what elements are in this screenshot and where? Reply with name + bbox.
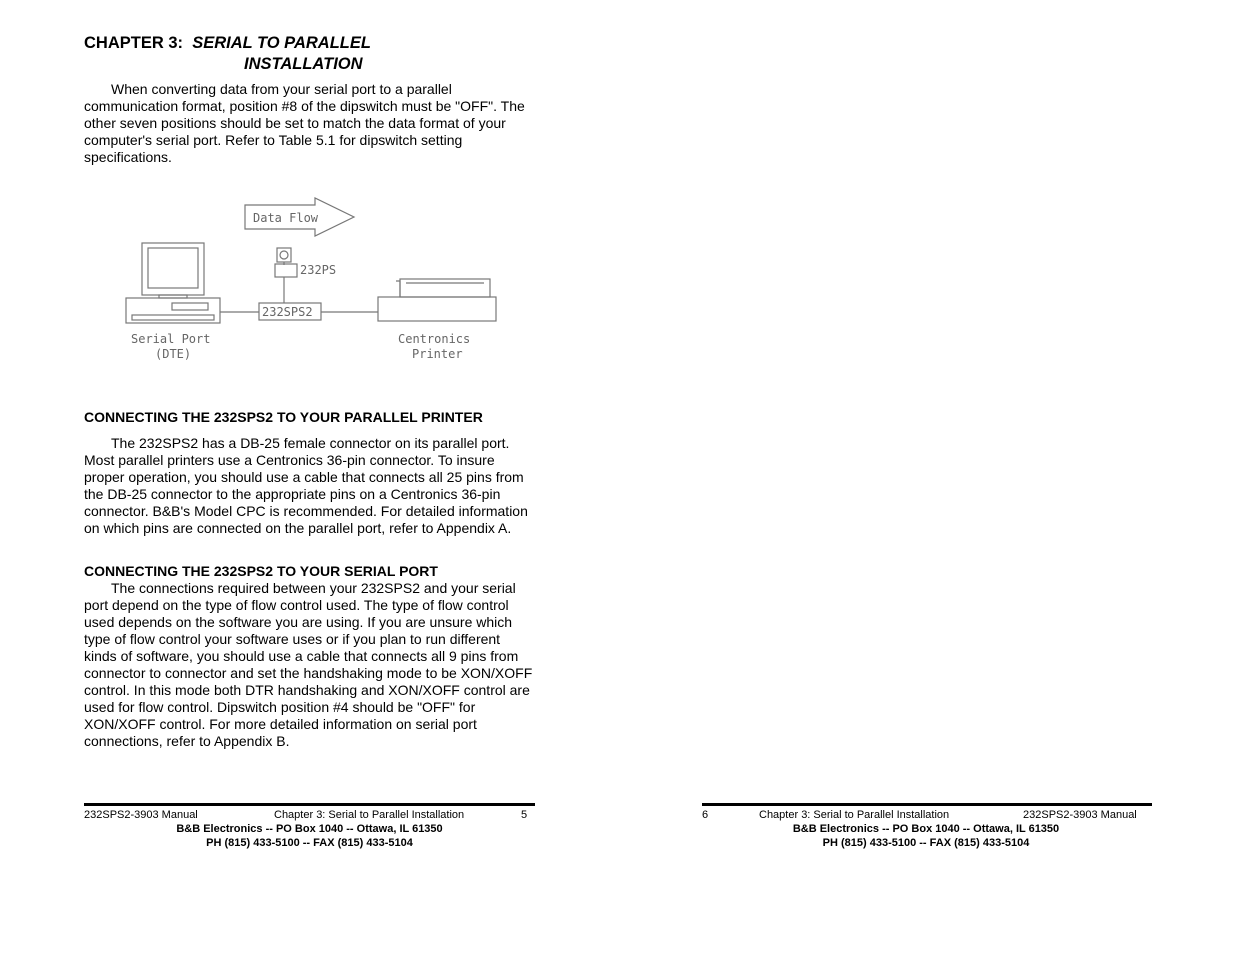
- footer-right-chapter: Chapter 3: Serial to Parallel Installation: [759, 809, 950, 821]
- computer-label-line2: (DTE): [155, 347, 192, 361]
- computer-icon: [126, 243, 220, 323]
- footer-left-company: B&B Electronics -- PO Box 1040 -- Ottawa, IL 61350: [176, 823, 443, 835]
- chapter-title-line1: SERIAL TO PARALLEL: [192, 34, 371, 52]
- section1-paragraph: [84, 435, 536, 537]
- printer-label-line1: Centronics: [398, 332, 471, 346]
- intro-paragraph: [84, 81, 536, 166]
- printer-label-line2: Printer: [412, 347, 463, 361]
- footer-right-phone: PH (815) 433-5100 -- FAX (815) 433-5104: [822, 837, 1030, 849]
- computer-label-line1: Serial Port: [131, 332, 211, 346]
- footer-left-phone: PH (815) 433-5100 -- FAX (815) 433-5104: [206, 837, 413, 849]
- chapter-heading: [84, 33, 371, 54]
- section1-heading: CONNECTING THE 232SPS2 TO YOUR PARALLEL PRINTER: [84, 409, 483, 425]
- footer-rule-right: [702, 803, 1152, 806]
- footer-right-manual: 232SPS2-3903 Manual: [1023, 809, 1137, 821]
- power-supply-icon: [275, 248, 297, 303]
- footer-left-page-number: 5: [521, 809, 528, 821]
- footer-right-company: B&B Electronics -- PO Box 1040 -- Ottawa, IL 61350: [792, 823, 1060, 835]
- section2-paragraph-text: The connections required between your 232SPS2 and your serial port depend on the type of flow control used. The type of flow control used depends on the software you are using. If you are unsure which type of flow control your software uses or if you plan to run different kinds of software, you should use a cable that connects all 9 pins from connector to connector and set the handshaking mode to be XON/XOFF control. In this mode both DTR handshaking and XON/XOFF control are used for flow control. Dipswitch position #4 should be "OFF" for XON/XOFF control. For more detailed information on serial port connections, refer to Appendix B.: [84, 580, 533, 749]
- chapter-title-line2: INSTALLATION: [244, 55, 363, 73]
- section2-heading: CONNECTING THE 232SPS2 TO YOUR SERIAL PORT: [84, 563, 438, 579]
- converter-label: 232SPS2: [262, 305, 313, 319]
- footer-right-page-number: 6: [702, 809, 709, 821]
- section1-paragraph-text: The 232SPS2 has a DB-25 female connector on its parallel port. Most parallel printers use a Centronics 36-pin connector. To insure proper operation, you should use a cable that connects all 25 pins from the DB-25 connector to the appropriate pins on a Centronics 36-pin connector. B&B's Model CPC is recommended. For detailed information on which pins are connected on the parallel port, refer to Appendix A.: [84, 435, 528, 536]
- printer-icon: [378, 279, 496, 321]
- connection-diagram: [120, 193, 510, 368]
- section2-paragraph: [84, 580, 536, 750]
- footer-left-manual: 232SPS2-3903 Manual: [84, 809, 198, 821]
- data-flow-label: Data Flow: [253, 211, 319, 225]
- power-supply-label: 232PS: [300, 263, 337, 277]
- intro-paragraph-text: When converting data from your serial port to a parallel communication format, position #8 of the dipswitch must be "OFF". The other seven positions should be set to match the data format of your computer's serial port. Refer to Table 5.1 for dipswitch setting specifications.: [84, 81, 525, 165]
- chapter-label: CHAPTER 3:: [84, 34, 184, 52]
- footer-left-chapter: Chapter 3: Serial to Parallel Installation: [274, 809, 465, 821]
- footer-rule-left: [84, 803, 535, 806]
